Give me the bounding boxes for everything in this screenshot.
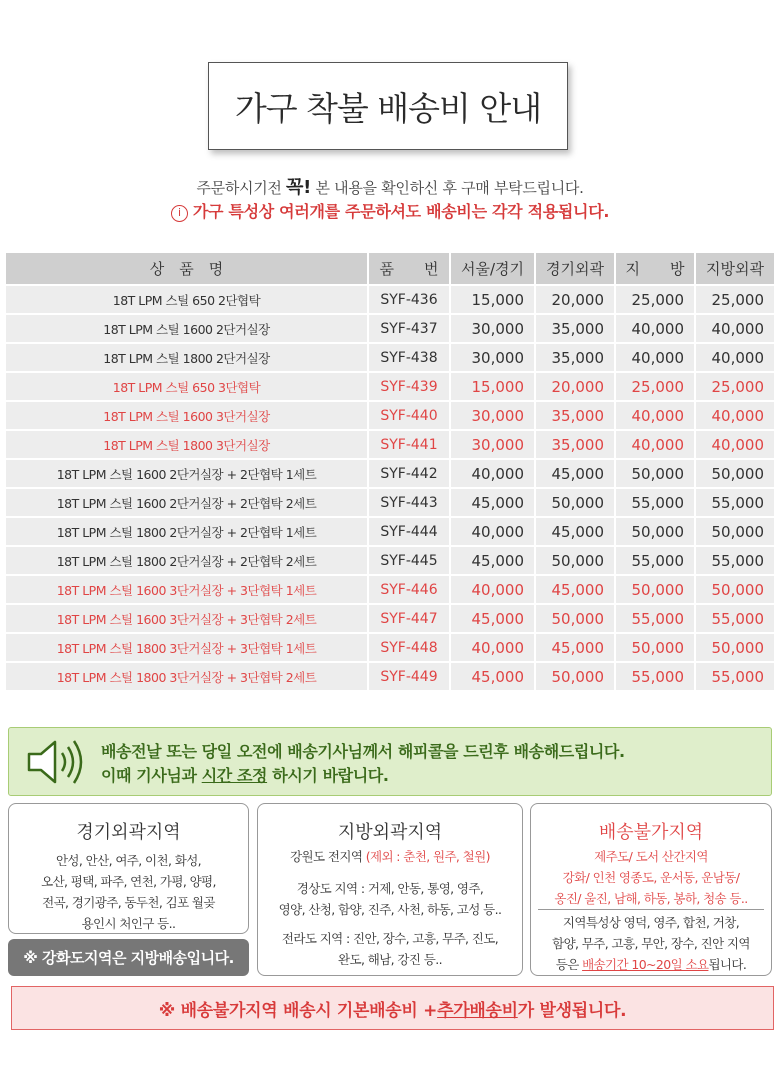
header-gyeonggi-outer: 경기외곽 [534, 253, 614, 284]
price-cell: 45,000 [449, 663, 534, 690]
divider [538, 909, 764, 910]
price-cell: 55,000 [614, 605, 694, 632]
price-cell: 55,000 [694, 663, 774, 690]
intro-text-after: 본 내용을 확인하신 후 구매 부탁드립니다. [311, 179, 584, 197]
price-cell: 40,000 [614, 402, 694, 429]
price-cell: 40,000 [449, 634, 534, 661]
gangwon-text: 강원도 전지역 [290, 849, 366, 864]
gangwon-line [262, 846, 518, 867]
price-cell: 40,000 [449, 460, 534, 487]
price-cell: 55,000 [614, 547, 694, 574]
price-cell: 50,000 [614, 634, 694, 661]
price-cell: 50,000 [534, 605, 614, 632]
product-name: 18T LPM 스틸 1600 3단거실장 [6, 402, 367, 429]
product-name: 18T LPM 스틸 1800 2단거실장 + 2단협탁 2세트 [6, 547, 367, 574]
region-line: 전라도 지역 : 진안, 장수, 고흥, 무주, 진도, [281, 931, 499, 946]
product-name: 18T LPM 스틸 1600 2단거실장 [6, 315, 367, 342]
table-row [6, 518, 774, 545]
price-cell: 25,000 [694, 373, 774, 400]
region-title: 경기외곽지역 [76, 822, 181, 843]
unavailable-list [535, 846, 767, 909]
product-name: 18T LPM 스틸 1600 2단거실장 + 2단협탁 1세트 [6, 460, 367, 487]
table-row [6, 460, 774, 487]
product-name: 18T LPM 스틸 1800 2단거실장 + 2단협탁 1세트 [6, 518, 367, 545]
notice-text: 이때 기사님과 [101, 766, 202, 785]
price-cell: 45,000 [449, 547, 534, 574]
price-cell: 25,000 [614, 373, 694, 400]
price-cell: 50,000 [534, 547, 614, 574]
price-cell: 45,000 [534, 634, 614, 661]
price-cell: 40,000 [694, 402, 774, 429]
delay-period: 배송기간 10~20일 소요 [582, 957, 709, 972]
price-cell: 50,000 [614, 518, 694, 545]
table-row [6, 605, 774, 632]
price-cell: 35,000 [534, 402, 614, 429]
ganghwa-note: ※ 강화도지역은 지방배송입니다. [8, 939, 249, 976]
price-cell: 30,000 [449, 344, 534, 371]
price-cell: 40,000 [694, 431, 774, 458]
price-cell: 25,000 [614, 286, 694, 313]
note-text: 등은 [555, 957, 583, 972]
product-code: SYF-441 [367, 431, 449, 458]
price-cell: 40,000 [449, 576, 534, 603]
table-row [6, 315, 774, 342]
price-table [6, 251, 774, 692]
table-row [6, 489, 774, 516]
table-row [6, 286, 774, 313]
region-gyeonggi-outer [8, 803, 249, 934]
fee-underline: 추가배송비 [437, 1000, 518, 1021]
price-cell: 40,000 [614, 315, 694, 342]
price-cell: 50,000 [694, 460, 774, 487]
fee-text-after: 가 발생됩니다. [517, 1000, 627, 1021]
fee-text: ※ 배송불가지역 배송시 기본배송비 + [158, 1000, 438, 1021]
product-code: SYF-446 [367, 576, 449, 603]
product-name: 18T LPM 스틸 1800 3단거실장 [6, 431, 367, 458]
header-code: 품 번 [367, 253, 449, 284]
note-text-after: 됩니다. [708, 957, 747, 972]
price-cell: 50,000 [694, 634, 774, 661]
delivery-notice-line-2 [101, 763, 389, 786]
price-cell: 55,000 [614, 663, 694, 690]
product-code: SYF-437 [367, 315, 449, 342]
price-cell: 50,000 [534, 663, 614, 690]
price-cell: 50,000 [694, 576, 774, 603]
product-name: 18T LPM 스틸 1800 2단거실장 [6, 344, 367, 371]
region-line: 옹진/ 울진, 남해, 하동, 봉하, 청송 등.. [554, 891, 748, 906]
price-cell: 35,000 [534, 431, 614, 458]
region-title: 배송불가지역 [598, 822, 704, 843]
header-product-name: 상 품 명 [6, 253, 367, 284]
product-code: SYF-443 [367, 489, 449, 516]
price-cell: 40,000 [449, 518, 534, 545]
table-row [6, 663, 774, 690]
speaker-icon [25, 736, 87, 788]
product-code: SYF-440 [367, 402, 449, 429]
table-row [6, 402, 774, 429]
region-line: 안성, 안산, 여주, 이천, 화성, [55, 853, 202, 868]
table-row [6, 576, 774, 603]
price-cell: 55,000 [694, 489, 774, 516]
notice-text-after: 하시기 바랍니다. [267, 766, 389, 785]
price-cell: 20,000 [534, 373, 614, 400]
extra-fee-notice [11, 986, 774, 1030]
intro-line-2 [0, 199, 780, 222]
table-row [6, 373, 774, 400]
price-cell: 35,000 [534, 344, 614, 371]
price-cell: 50,000 [614, 576, 694, 603]
product-name: 18T LPM 스틸 650 2단협탁 [6, 286, 367, 313]
price-cell: 40,000 [694, 344, 774, 371]
title-box [208, 62, 568, 150]
price-cell: 50,000 [694, 518, 774, 545]
product-code: SYF-447 [367, 605, 449, 632]
price-cell: 25,000 [694, 286, 774, 313]
intro-emphasis: 꼭! [286, 177, 312, 198]
price-cell: 45,000 [534, 460, 614, 487]
product-code: SYF-436 [367, 286, 449, 313]
intro-line-1 [0, 173, 780, 199]
gangwon-exception: (제외 : 춘천, 원주, 철원) [365, 849, 490, 864]
intro-text: 주문하시기전 [196, 179, 287, 197]
header-province: 지 방 [614, 253, 694, 284]
price-cell: 15,000 [449, 373, 534, 400]
delay-note [535, 912, 767, 975]
info-icon: i [171, 205, 188, 222]
region-line: 경상도 지역 : 거제, 안동, 통영, 영주, [296, 881, 484, 896]
region-line: 지역특성상 영덕, 영주, 합천, 거창, [562, 915, 740, 930]
price-cell: 45,000 [534, 518, 614, 545]
table-row [6, 431, 774, 458]
region-line: 영양, 산청, 함양, 진주, 사천, 하동, 고성 등.. [278, 902, 502, 917]
price-cell: 30,000 [449, 315, 534, 342]
product-code: SYF-448 [367, 634, 449, 661]
product-code: SYF-449 [367, 663, 449, 690]
region-line: 전곡, 경기광주, 동두천, 김포 월곶 [42, 895, 215, 910]
product-code: SYF-444 [367, 518, 449, 545]
product-code: SYF-442 [367, 460, 449, 487]
price-cell: 30,000 [449, 402, 534, 429]
region-line: 제주도/ 도서 산간지역 [594, 849, 708, 864]
price-cell: 40,000 [694, 315, 774, 342]
region-line [535, 954, 767, 975]
product-code: SYF-439 [367, 373, 449, 400]
region-line: 강화/ 인천 영종도, 운서동, 운남동/ [562, 870, 740, 885]
price-cell: 15,000 [449, 286, 534, 313]
price-cell: 50,000 [534, 489, 614, 516]
region-line: 함양, 무주, 고흥, 무안, 장수, 진안 지역 [552, 936, 750, 951]
page-title: 가구 착불 배송비 안내 [234, 88, 542, 128]
notice-underline: 시간 조정 [201, 766, 268, 785]
product-name: 18T LPM 스틸 1800 3단거실장 + 3단협탁 2세트 [6, 663, 367, 690]
region-unavailable [530, 803, 772, 976]
jeolla-lines [262, 928, 518, 970]
header-province-outer: 지방외곽 [694, 253, 774, 284]
price-cell: 55,000 [694, 605, 774, 632]
price-cell: 45,000 [449, 605, 534, 632]
table-header-row [6, 253, 774, 284]
product-name: 18T LPM 스틸 1800 3단거실장 + 3단협탁 1세트 [6, 634, 367, 661]
product-name: 18T LPM 스틸 1600 2단거실장 + 2단협탁 2세트 [6, 489, 367, 516]
gyeongsang-lines [262, 878, 518, 920]
product-name: 18T LPM 스틸 650 3단협탁 [6, 373, 367, 400]
region-list [13, 850, 244, 934]
price-cell: 40,000 [614, 431, 694, 458]
delivery-notice-line-1: 배송전날 또는 당일 오전에 배송기사님께서 해피콜을 드린후 배송해드립니다. [101, 742, 625, 761]
price-cell: 30,000 [449, 431, 534, 458]
price-cell: 50,000 [614, 460, 694, 487]
region-line: 용인시 처인구 등.. [81, 916, 176, 931]
region-line: 오산, 평택, 파주, 연천, 가평, 양평, [41, 874, 216, 889]
price-cell: 45,000 [534, 576, 614, 603]
price-cell: 45,000 [449, 489, 534, 516]
delivery-notice [8, 727, 772, 796]
product-name: 18T LPM 스틸 1600 3단거실장 + 3단협탁 2세트 [6, 605, 367, 632]
region-line: 완도, 해남, 강진 등.. [338, 952, 442, 967]
product-code: SYF-438 [367, 344, 449, 371]
table-row [6, 547, 774, 574]
table-row [6, 634, 774, 661]
price-cell: 35,000 [534, 315, 614, 342]
price-cell: 20,000 [534, 286, 614, 313]
price-cell: 55,000 [694, 547, 774, 574]
price-cell: 40,000 [614, 344, 694, 371]
intro-warning: 가구 특성상 여러개를 주문하셔도 배송비는 각각 적용됩니다. [192, 202, 610, 221]
region-province-outer [257, 803, 523, 976]
region-title: 지방외곽지역 [337, 822, 443, 843]
header-seoul: 서울/경기 [449, 253, 534, 284]
product-code: SYF-445 [367, 547, 449, 574]
price-cell: 55,000 [614, 489, 694, 516]
product-name: 18T LPM 스틸 1600 3단거실장 + 3단협탁 1세트 [6, 576, 367, 603]
table-row [6, 344, 774, 371]
